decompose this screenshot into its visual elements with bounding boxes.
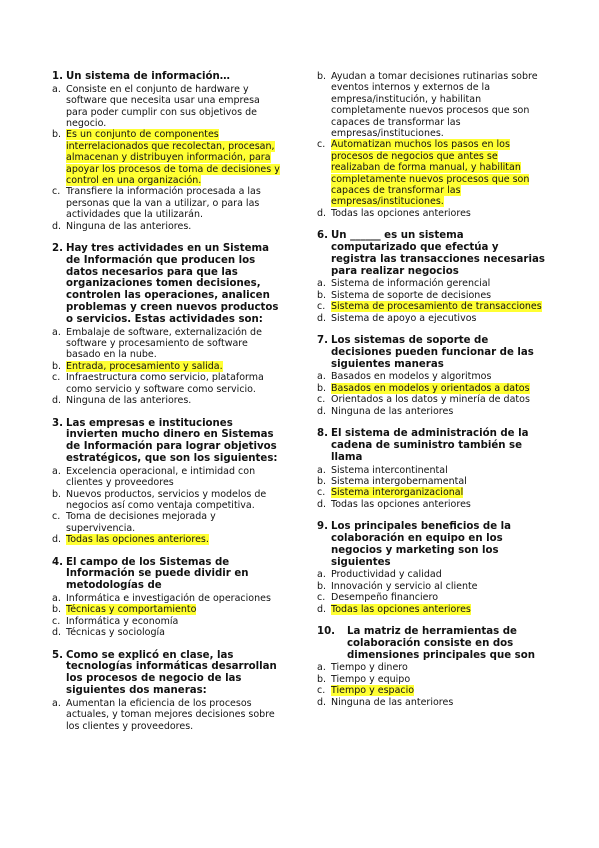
answer-option bbox=[317, 394, 547, 405]
option-letter: a. bbox=[317, 662, 326, 674]
option-text bbox=[331, 278, 547, 289]
answer-option bbox=[317, 208, 547, 219]
option-text bbox=[66, 698, 284, 732]
option-letter: b. bbox=[52, 604, 62, 616]
question-block bbox=[317, 626, 547, 708]
option-text-content: Desempeño financiero bbox=[331, 592, 439, 604]
option-letter: d. bbox=[317, 498, 327, 510]
option-letter: a. bbox=[317, 464, 326, 476]
option-text bbox=[66, 84, 284, 130]
option-letter: a. bbox=[52, 83, 61, 95]
question-text: Los sistemas de soporte de decisiones pueden funcionar de las siguientes maneras bbox=[331, 335, 534, 370]
answer-option bbox=[52, 395, 284, 406]
question-text: El campo de los Sistemas de Información se puede dividir en metodologías de bbox=[66, 556, 249, 592]
answer-option-highlighted bbox=[317, 685, 547, 696]
option-text-content: Transfiere la información procesada a las personas que la van a utilizar, o para las actividades que la utilizarán. bbox=[66, 186, 261, 221]
option-text bbox=[66, 534, 284, 545]
option-letter: c. bbox=[52, 511, 61, 523]
option-text-content: Basados en modelos y algoritmos bbox=[331, 371, 492, 383]
option-text-content: Sistema de información gerencial bbox=[331, 278, 491, 290]
option-letter: d. bbox=[317, 696, 327, 708]
option-letter: b. bbox=[317, 580, 327, 592]
answer-option bbox=[317, 371, 547, 382]
option-text bbox=[66, 186, 284, 220]
highlighted-answer-text: Automatizan muchos los pasos en los procesos de negocios que antes se realizaban de forma manual, y habilitan completamente nuevos procesos que son capaces de transformar las empresas/instituciones. bbox=[331, 139, 530, 208]
option-text bbox=[331, 394, 547, 405]
option-text bbox=[66, 129, 284, 186]
question-number: 10. bbox=[317, 625, 336, 637]
answer-option-highlighted bbox=[52, 604, 284, 615]
answer-option-highlighted bbox=[52, 129, 284, 186]
question-block bbox=[52, 650, 284, 732]
question-title bbox=[52, 71, 284, 83]
question-number: 9. bbox=[317, 521, 328, 533]
question-number: 1. bbox=[52, 71, 63, 82]
option-text bbox=[66, 361, 284, 372]
answer-option bbox=[52, 221, 284, 232]
question-block bbox=[52, 557, 284, 639]
option-letter: b. bbox=[317, 673, 327, 685]
question-title bbox=[52, 243, 284, 326]
option-text bbox=[66, 372, 284, 395]
option-text bbox=[66, 221, 284, 232]
question-title bbox=[52, 650, 284, 697]
answer-option-highlighted bbox=[317, 139, 547, 207]
option-text-content: Informática e investigación de operaciones bbox=[66, 592, 271, 604]
option-text-content: Sistema de apoyo a ejecutivos bbox=[331, 312, 477, 324]
question-number: 6. bbox=[317, 230, 328, 242]
answer-option bbox=[317, 313, 547, 324]
option-text bbox=[331, 685, 547, 696]
option-text bbox=[331, 581, 547, 592]
question-text: Hay tres actividades en un Sistema de Información que producen los datos necesarios para que las organizaciones tomen decisiones, controlen las operaciones, analicen problemas y creen nuevos productos o servicios. Estas actividades son: bbox=[66, 243, 279, 325]
option-letter: c. bbox=[52, 372, 61, 384]
option-letter: b. bbox=[317, 289, 327, 301]
option-letter: c. bbox=[317, 487, 326, 499]
question-title bbox=[317, 230, 547, 277]
answer-option bbox=[52, 489, 284, 512]
option-text bbox=[331, 71, 547, 139]
highlighted-answer-text: Entrada, procesamiento y salida. bbox=[66, 360, 223, 372]
answer-option bbox=[52, 627, 284, 638]
answer-option bbox=[317, 569, 547, 580]
option-text-content: Nuevos productos, servicios y modelos de negocios así como ventaja competitiva. bbox=[66, 488, 267, 511]
highlighted-answer-text: Es un conjunto de componentes interrelacionados que recolectan, procesan, almacenan y distribuyen información, para apoyar los procesos de toma de decisiones y control en una organización. bbox=[66, 129, 280, 187]
option-text bbox=[331, 383, 547, 394]
option-letter: a. bbox=[52, 465, 61, 477]
question-text: Los principales beneficios de la colaboración en equipo en los negocios y marketing son los siguientes bbox=[331, 521, 512, 568]
option-text-content: Ninguna de las anteriores. bbox=[66, 220, 192, 232]
question-title bbox=[317, 626, 547, 661]
question-text: Las empresas e instituciones invierten mucho dinero en Sistemas de Información para lograr objetivos estratégicos, que son los siguientes: bbox=[66, 417, 278, 464]
question-block bbox=[317, 428, 547, 510]
option-letter: d. bbox=[52, 395, 62, 407]
option-text-content: Tiempo y equipo bbox=[331, 673, 411, 685]
option-letter: b. bbox=[52, 488, 62, 500]
option-letter: c. bbox=[52, 615, 61, 627]
question-text: Como se explicó en clase, las tecnologías informáticas desarrollan los procesos de negocio de las siguientes dos maneras: bbox=[66, 649, 277, 696]
highlighted-answer-text: Todas las opciones anteriores. bbox=[66, 534, 209, 546]
option-text bbox=[66, 327, 284, 361]
option-letter: d. bbox=[52, 220, 62, 232]
highlighted-answer-text: Tiempo y espacio bbox=[331, 685, 415, 697]
answer-option-highlighted bbox=[52, 534, 284, 545]
option-letter: d. bbox=[317, 312, 327, 324]
answer-option bbox=[52, 511, 284, 534]
option-letter: b. bbox=[317, 382, 327, 394]
option-letter: a. bbox=[52, 697, 61, 709]
option-text-content: Orientados a los datos y minería de datos bbox=[331, 394, 530, 406]
answer-option bbox=[317, 465, 547, 476]
option-text bbox=[66, 627, 284, 638]
option-letter: a. bbox=[317, 569, 326, 581]
answer-option-highlighted bbox=[317, 487, 547, 498]
option-text bbox=[331, 406, 547, 417]
highlighted-answer-text: Sistema interorganizacional bbox=[331, 487, 464, 499]
option-letter: d. bbox=[52, 627, 62, 639]
answer-option bbox=[52, 372, 284, 395]
option-letter: d. bbox=[52, 534, 62, 546]
answer-option bbox=[317, 662, 547, 673]
answer-option bbox=[52, 616, 284, 627]
question-block bbox=[317, 230, 547, 324]
option-letter: d. bbox=[317, 207, 327, 219]
option-text-content: Técnicas y sociología bbox=[66, 627, 165, 639]
option-letter: b. bbox=[52, 129, 62, 141]
option-text-content: Innovación y servicio al cliente bbox=[331, 580, 478, 592]
option-text-content: Todas las opciones anteriores bbox=[331, 498, 471, 510]
answer-option-highlighted bbox=[317, 301, 547, 312]
answer-option bbox=[317, 592, 547, 603]
answer-option bbox=[317, 674, 547, 685]
highlighted-answer-text: Todas las opciones anteriores bbox=[331, 603, 471, 615]
question-block bbox=[317, 335, 547, 417]
question-number: 4. bbox=[52, 556, 63, 568]
option-text bbox=[331, 499, 547, 510]
answer-option bbox=[52, 466, 284, 489]
answer-option bbox=[52, 186, 284, 220]
question-number: 7. bbox=[317, 335, 328, 347]
answer-option bbox=[317, 71, 547, 139]
option-text bbox=[331, 604, 547, 615]
option-text bbox=[331, 465, 547, 476]
question-number: 3. bbox=[52, 417, 63, 429]
option-letter: d. bbox=[317, 603, 327, 615]
answer-option-highlighted bbox=[317, 604, 547, 615]
answer-option bbox=[52, 593, 284, 604]
question-text: Un ______ es un sistema computarizado que efectúa y registra las transacciones necesarias para realizar negocios bbox=[331, 230, 545, 277]
question-number: 2. bbox=[52, 243, 63, 255]
option-letter: a. bbox=[317, 371, 326, 383]
option-text bbox=[331, 208, 547, 219]
option-text bbox=[66, 395, 284, 406]
question-text: Un sistema de información… bbox=[66, 71, 230, 82]
question-block bbox=[317, 521, 547, 615]
question-number: 8. bbox=[317, 428, 328, 440]
option-letter: d. bbox=[317, 405, 327, 417]
option-text bbox=[331, 313, 547, 324]
right-column bbox=[317, 71, 547, 719]
option-text bbox=[331, 697, 547, 708]
highlighted-answer-text: Técnicas y comportamiento bbox=[66, 604, 197, 616]
question-block bbox=[52, 71, 284, 232]
option-text-content: Informática y economía bbox=[66, 615, 179, 627]
option-text-content: Embalaje de software, externalización de software y procesamiento de software basado en la nube. bbox=[66, 326, 262, 361]
option-text bbox=[331, 487, 547, 498]
answer-option bbox=[52, 327, 284, 361]
option-letter: c. bbox=[317, 685, 326, 697]
option-text bbox=[66, 604, 284, 615]
answer-option-highlighted bbox=[317, 383, 547, 394]
highlighted-answer-text: Sistema de procesamiento de transacciones bbox=[331, 301, 542, 313]
question-title bbox=[317, 335, 547, 370]
option-text bbox=[331, 290, 547, 301]
option-text bbox=[331, 592, 547, 603]
option-text bbox=[331, 476, 547, 487]
option-text-content: Sistema intergobernamental bbox=[331, 475, 467, 487]
option-text-content: Ayudan a tomar decisiones rutinarias sobre eventos internos y externos de la empresa/institución, y habilitan completamente nuevos procesos que son capaces de transformar las empresas/instituciones. bbox=[331, 71, 538, 140]
option-text-content: Sistema intercontinental bbox=[331, 464, 448, 476]
option-text bbox=[66, 616, 284, 627]
option-letter: c. bbox=[317, 139, 326, 151]
option-text-content: Productividad y calidad bbox=[331, 569, 442, 581]
option-letter: a. bbox=[317, 278, 326, 290]
question-title bbox=[317, 428, 547, 463]
question-text: La matriz de herramientas de colaboración consiste en dos dimensiones principales que son bbox=[347, 625, 535, 661]
option-text-content: Ninguna de las anteriores. bbox=[66, 395, 192, 407]
question-title bbox=[317, 521, 547, 568]
option-letter: c. bbox=[317, 394, 326, 406]
option-text bbox=[331, 139, 547, 207]
option-letter: c. bbox=[317, 301, 326, 313]
option-text bbox=[331, 662, 547, 673]
option-letter: b. bbox=[52, 360, 62, 372]
answer-option bbox=[52, 84, 284, 130]
option-text bbox=[331, 371, 547, 382]
question-block bbox=[52, 243, 284, 406]
answer-option bbox=[317, 499, 547, 510]
question-text: El sistema de administración de la cadena de suministro también se llama bbox=[331, 428, 529, 463]
question-continuation bbox=[317, 71, 547, 219]
left-column bbox=[52, 71, 284, 743]
option-text bbox=[331, 674, 547, 685]
question-title bbox=[52, 557, 284, 592]
option-text-content: Ninguna de las anteriores bbox=[331, 696, 454, 708]
answer-option bbox=[317, 278, 547, 289]
answer-option bbox=[317, 406, 547, 417]
question-block bbox=[52, 418, 284, 546]
option-text-content: Toma de decisiones mejorada y supervivencia. bbox=[66, 511, 216, 534]
answer-option bbox=[317, 581, 547, 592]
option-text-content: Ninguna de las anteriores bbox=[331, 405, 454, 417]
answer-option bbox=[317, 290, 547, 301]
option-text-content: Infraestructura como servicio, plataforma como servicio y software como servicio. bbox=[66, 372, 264, 395]
option-text bbox=[66, 466, 284, 489]
option-letter: c. bbox=[52, 186, 61, 198]
option-text-content: Aumentan la eficiencia de los procesos actuales, y toman mejores decisiones sobre los clientes y proveedores. bbox=[66, 697, 275, 732]
question-number: 5. bbox=[52, 649, 63, 661]
option-letter: a. bbox=[52, 592, 61, 604]
question-title bbox=[52, 418, 284, 465]
option-text-content: Sistema de soporte de decisiones bbox=[331, 289, 492, 301]
option-text-content: Consiste en el conjunto de hardware y software que necesita usar una empresa para poder cumplir con sus objetivos de negocio. bbox=[66, 83, 260, 130]
option-letter: a. bbox=[52, 326, 61, 338]
option-text-content: Tiempo y dinero bbox=[331, 662, 408, 674]
option-text-content: Excelencia operacional, e intimidad con clientes y proveedores bbox=[66, 465, 256, 489]
option-text bbox=[331, 569, 547, 580]
option-text bbox=[331, 301, 547, 312]
option-letter: b. bbox=[317, 475, 327, 487]
answer-option bbox=[52, 698, 284, 732]
highlighted-answer-text: Basados en modelos y orientados a datos bbox=[331, 382, 530, 394]
answer-option-highlighted bbox=[52, 361, 284, 372]
option-text bbox=[66, 593, 284, 604]
answer-option bbox=[317, 476, 547, 487]
answer-option bbox=[317, 697, 547, 708]
option-letter: c. bbox=[317, 592, 326, 604]
option-text bbox=[66, 511, 284, 534]
option-text bbox=[66, 489, 284, 512]
option-letter: b. bbox=[317, 71, 327, 82]
option-text-content: Todas las opciones anteriores bbox=[331, 207, 471, 219]
